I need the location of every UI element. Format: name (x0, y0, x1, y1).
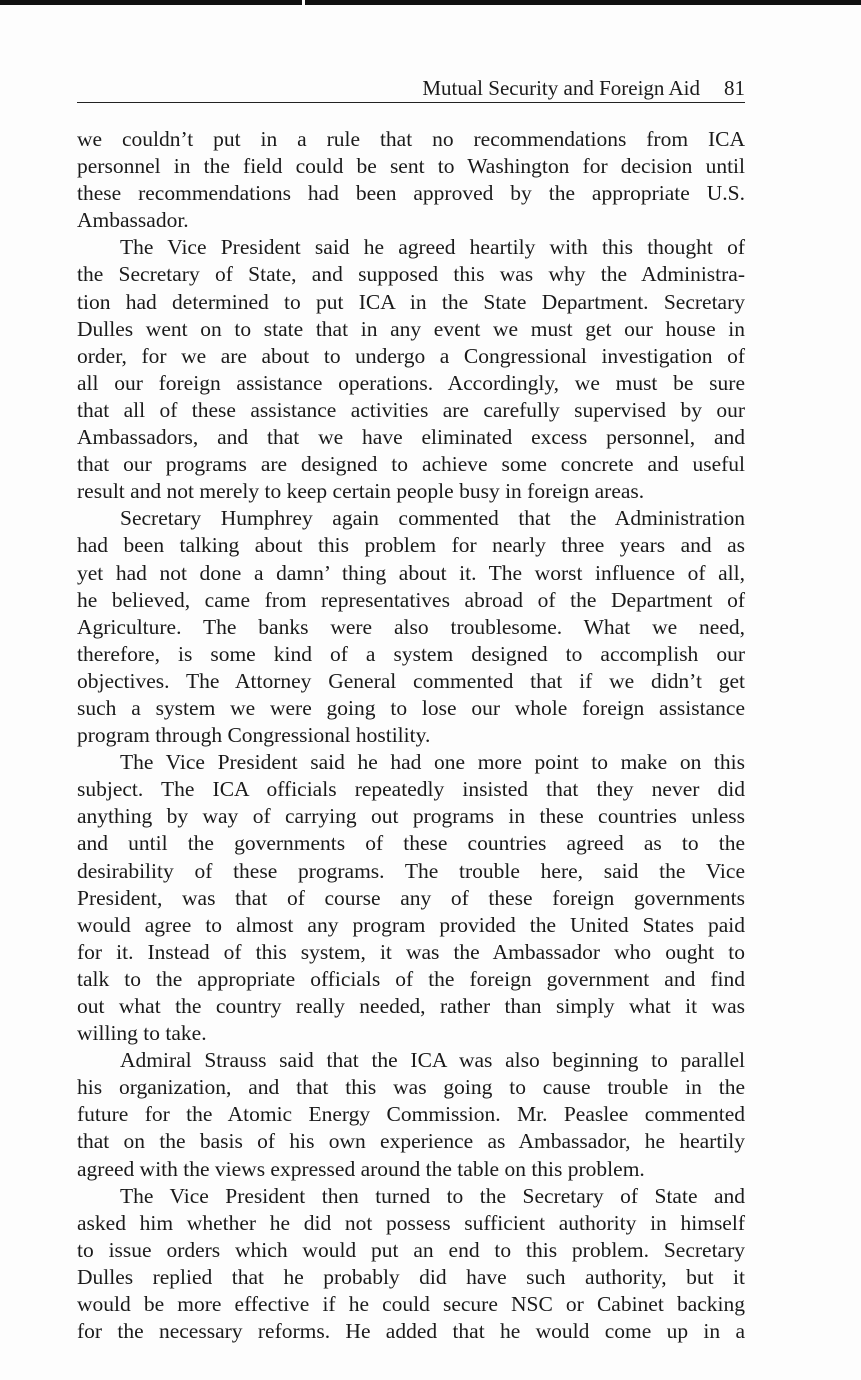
scan-border-gap (302, 0, 305, 5)
text-line: President, was that of course any of these foreign governments (77, 885, 745, 910)
paragraph (77, 1183, 745, 1346)
text-line: Dulles went on to state that in any event we must get our house in (77, 316, 745, 341)
text-line: such a system we were going to lose our whole foreign assistance (77, 695, 745, 720)
running-header (77, 76, 745, 103)
paragraph (77, 1047, 745, 1182)
text-line: to issue orders which would put an end to this problem. Secretary (77, 1237, 745, 1262)
paragraph (77, 234, 745, 505)
text-line: willing to take. (77, 1021, 207, 1046)
text-line: would be more effective if he could secure NSC or Cabinet backing (77, 1292, 745, 1317)
text-line: Agriculture. The banks were also troublesome. What we need, (77, 614, 745, 639)
page-number: 81 (724, 76, 745, 100)
text-line: agreed with the views expressed around the table on this problem. (77, 1156, 645, 1181)
text-line: The Vice President then turned to the Secretary of State and (120, 1183, 745, 1208)
text-line: and until the governments of these countries agreed as to the (77, 831, 745, 856)
text-line: Admiral Strauss said that the ICA was also beginning to parallel (120, 1048, 745, 1073)
text-line: therefore, is some kind of a system designed to accomplish our (77, 641, 745, 666)
text-line: would agree to almost any program provided the United States paid (77, 912, 745, 937)
text-line: Dulles replied that he probably did have such authority, but it (77, 1264, 745, 1289)
text-line: the Secretary of State, and supposed this was why the Administra- (77, 262, 745, 287)
text-line: that all of these assistance activities are carefully supervised by our (77, 397, 745, 422)
text-line: order, for we are about to undergo a Congressional investigation of (77, 343, 745, 368)
text-line: tion had determined to put ICA in the State Department. Secretary (77, 289, 745, 314)
paragraph (77, 126, 745, 234)
text-line: The Vice President said he agreed heartily with this thought of (120, 235, 745, 260)
text-line: anything by way of carrying out programs in these countries unless (77, 804, 745, 829)
text-line: Ambassador. (77, 208, 189, 233)
scan-border (0, 0, 861, 5)
text-line: these recommendations had been approved by the appropriate U.S. (77, 181, 745, 206)
text-line: objectives. The Attorney General commented that if we didn’t get (77, 668, 745, 693)
text-line: Ambassadors, and that we have eliminated excess personnel, and (77, 425, 745, 450)
text-line: out what the country really needed, rather than simply what it was (77, 994, 745, 1018)
text-line: that our programs are designed to achieve some concrete and useful (77, 452, 745, 477)
paragraph (77, 505, 745, 749)
text-line: all our foreign assistance operations. Accordingly, we must be sure (77, 370, 745, 395)
text-line: that on the basis of his own experience as Ambassador, he heartily (77, 1129, 745, 1154)
paragraph (77, 749, 745, 1047)
text-line: subject. The ICA officials repeatedly insisted that they never did (77, 777, 745, 802)
text-line: his organization, and that this was going to cause trouble in the (77, 1075, 745, 1100)
text-line: for it. Instead of this system, it was the Ambassador who ought to (77, 939, 745, 964)
text-line: result and not merely to keep certain people busy in foreign areas. (77, 479, 645, 504)
text-line: for the necessary reforms. He added that he would come up in a (77, 1319, 745, 1344)
text-line: he believed, came from representatives abroad of the Department of (77, 587, 745, 612)
text-line: had been talking about this problem for nearly three years and as (77, 533, 745, 558)
text-line: personnel in the field could be sent to Washington for decision until (77, 154, 745, 179)
text-line: we couldn’t put in a rule that no recommendations from ICA (77, 127, 745, 151)
text-line: future for the Atomic Energy Commission. Mr. Peaslee commented (77, 1102, 745, 1127)
text-line: asked him whether he did not possess sufficient authority in himself (77, 1210, 745, 1235)
text-line: desirability of these programs. The trouble here, said the Vice (77, 858, 745, 883)
text-line: Secretary Humphrey again commented that the Administration (120, 506, 745, 531)
body-text (77, 126, 745, 1345)
text-line: The Vice President said he had one more point to make on this (120, 750, 745, 775)
running-title: Mutual Security and Foreign Aid (422, 76, 700, 100)
text-line: talk to the appropriate officials of the foreign government and find (77, 966, 745, 991)
text-line: program through Congressional hostility. (77, 723, 431, 748)
text-line: yet had not done a damn’ thing about it. The worst influence of all, (77, 560, 745, 585)
